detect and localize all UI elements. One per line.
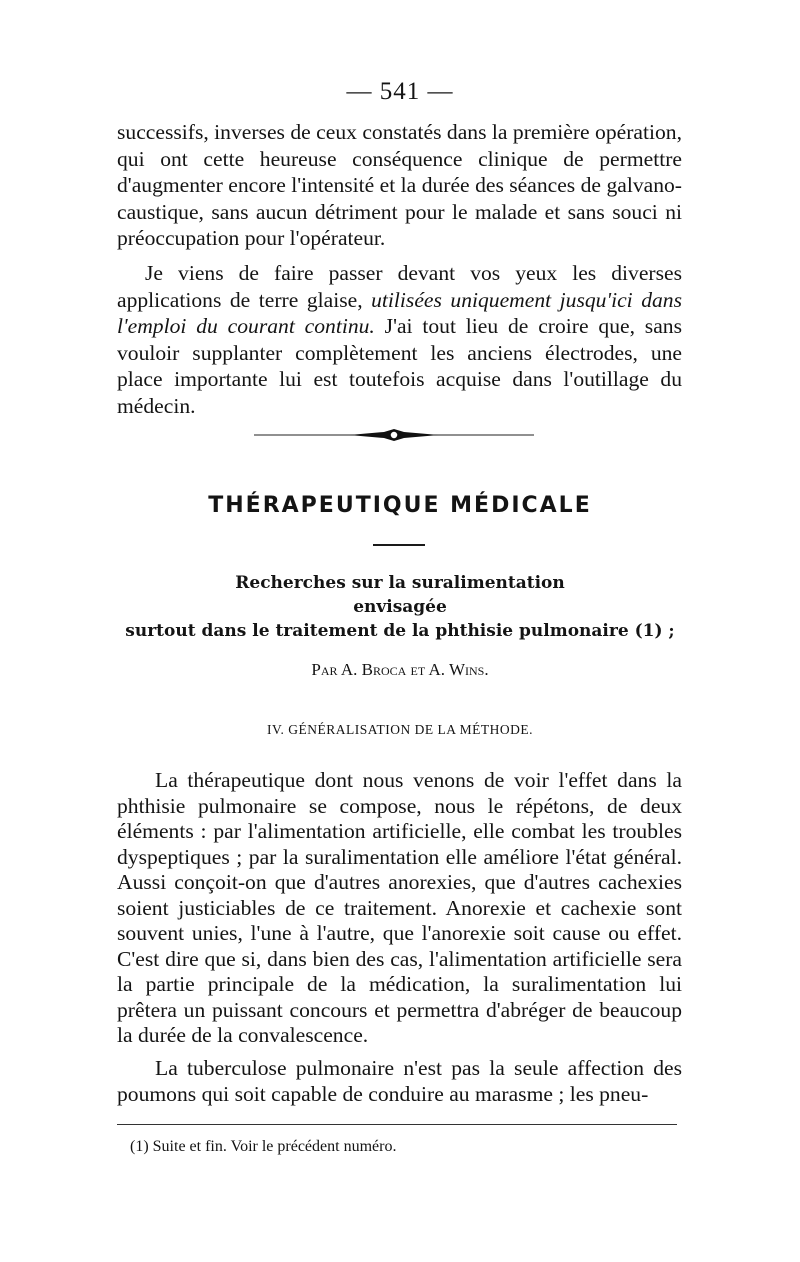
paragraph-text-start: Je viens de faire passer devant vos yeux les diverses applications de terre glaise, xyxy=(117,261,682,312)
paragraph-text-end: J'ai tout lieu de croire que, sans vouloir supplanter complètement les anciens électrodes, une place importante lui est toutefois acquise dans l'outillage du médecin. xyxy=(117,314,682,418)
body-paragraph: La thérapeutique dont nous venons de voir l'effet dans la phthisie pulmonaire se compose, nous le répétons, de deux éléments : par l'alimentation artificielle, elle combat les troubles dyspeptiques ; par la suralimentation elle améliore l'état général. Aussi conçoit-on que d'autres anorexies, que d'autres cachexies soient justiciables de ce traitement. Anorexie et cachexie sont souvent unies, l'une à l'autre, que l'anorexie soit cause ou effet. C'est dire que si, dans bien des cas, l'alimentation artificielle sera la partie principale de la médication, la suralimentation lui prêtera un puissant concours et permettra d'abréger de beaucoup la durée de la convalescence. xyxy=(117,768,682,1047)
footnote: (1) Suite et fin. Voir le précédent numéro. xyxy=(130,1138,397,1155)
footnote-divider xyxy=(117,1124,677,1125)
article-authors: Par A. Broca et A. Wins. xyxy=(311,660,489,679)
article-title xyxy=(110,571,690,643)
article-title-line: surtout dans le traitement de la phthisie pulmonaire (1) ; xyxy=(125,621,675,641)
article-title-line: Recherches sur la suralimentation xyxy=(235,573,565,593)
applications-paragraph xyxy=(117,260,682,419)
intro-paragraph: successifs, inverses de ceux constatés dans la première opération, qui ont cette heureuse conséquence clinique de permettre d'augmenter encore l'intensité et la durée des séances de galvano-caustique, sans aucun détriment pour le malade et sans souci ni préoccupation pour l'opérateur. xyxy=(117,120,682,250)
ornamental-divider xyxy=(254,425,534,445)
page-number: — 541 — xyxy=(346,78,454,105)
article-title-line: envisagée xyxy=(353,597,447,617)
italic-emphasis: utilisées uniquement jusqu'ici dans l'emploi du courant continu. xyxy=(117,287,682,338)
title-rule xyxy=(373,544,425,546)
body-paragraph: La tuberculose pulmonaire n'est pas la seule affection des poumons qui soit capable de conduire au marasme ; les pneu- xyxy=(117,1056,682,1106)
section-title: THÉRAPEUTIQUE MÉDICALE xyxy=(208,493,592,518)
subsection-title: IV. GÉNÉRALISATION DE LA MÉTHODE. xyxy=(267,722,533,737)
